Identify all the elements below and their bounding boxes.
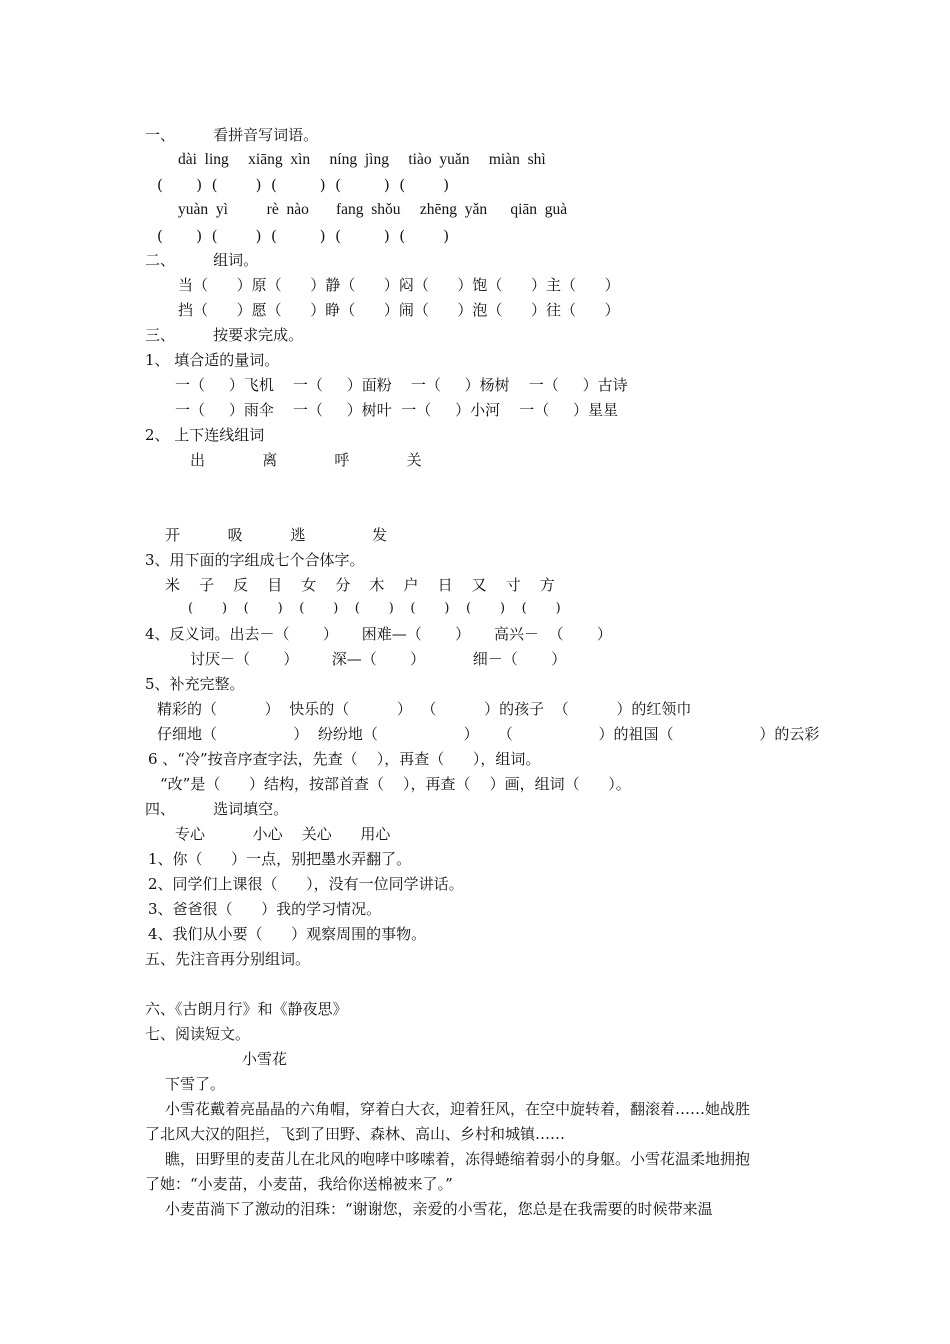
q1-title: 1、 填合适的量词。 xyxy=(145,351,280,369)
fill-sentence-2: 2、同学们上课很（ ），没有一位同学讲话。 xyxy=(148,875,464,893)
match-top-row: 出 离 呼 关 xyxy=(190,451,422,469)
q5-title: 5、补充完整。 xyxy=(145,675,245,693)
word-group-row-1: 当（ ）原（ ）静（ ）闷（ ）饱（ ）主（ ） xyxy=(178,276,620,294)
story-paragraph-3-line-1: 瞧，田野里的麦苗儿在北风的咆哮中哆嗦着，冻得蜷缩着弱小的身躯。小雪花温柔地拥抱 xyxy=(165,1150,751,1168)
section-3-title: 三、 按要求完成。 xyxy=(145,326,304,344)
story-paragraph-2-line-2: 了北风大汉的阻拦，飞到了田野、森林、高山、乡村和城镇…… xyxy=(145,1125,566,1143)
section-6-title: 六、《古朗月行》和《静夜思》 xyxy=(145,1000,348,1018)
fill-sentence-4: 4、我们从小要（ ）观察周围的事物。 xyxy=(148,925,427,943)
story-paragraph-4-line-1: 小麦苗淌下了激动的泪珠：“谢谢您，亲爱的小雪花，您总是在我需要的时候带来温 xyxy=(165,1200,713,1218)
story-paragraph-1: 下雪了。 xyxy=(165,1075,226,1093)
word-group-row-2: 挡（ ）愿（ ）睁（ ）闹（ ）泡（ ）往（ ） xyxy=(178,301,620,319)
section-2-title: 二、 组词。 xyxy=(145,251,259,269)
story-paragraph-2-line-1: 小雪花戴着亮晶晶的六角帽，穿着白大衣，迎着狂风，在空中旋转着，翻滚着……她战胜 xyxy=(165,1100,751,1118)
pinyin-row-1: dài ling xiāng xìn níng jìng tiào yuǎn miàn shì xyxy=(178,151,546,168)
complete-row-2: 仔细地（ ） 纷纷地（ ） （ ）的祖国（ ）的云彩 xyxy=(157,725,820,743)
q2-title: 2、 上下连线组词 xyxy=(145,426,265,444)
word-choices: 专心 小心 关心 用心 xyxy=(175,825,391,843)
compound-char-blanks: ( ) ( ) ( ) ( ) ( ) ( ) ( ) xyxy=(188,601,561,616)
dictionary-row-1: 6 、“冷”按音序查字法，先查（ ），再查（ ），组词。 xyxy=(148,750,541,768)
antonym-row-1: 4、反义词。出去－（ ） 困难—（ ） 高兴－ （ ） xyxy=(145,625,612,643)
antonym-row-2: 讨厌－（ ） 深—（ ） 细－（ ） xyxy=(190,650,567,668)
match-bottom-row: 开 吸 逃 发 xyxy=(165,526,388,544)
measure-word-row-1: 一（ ）飞机 一（ ）面粉 一（ ）杨树 一（ ）古诗 xyxy=(175,376,628,394)
fill-sentence-1: 1、你（ ）一点，别把墨水弄翻了。 xyxy=(148,850,412,868)
section-1-title: 一、 看拼音写词语。 xyxy=(145,126,319,144)
section-4-title: 四、 选词填空。 xyxy=(145,800,289,818)
section-5-title: 五、先注音再分别组词。 xyxy=(145,950,311,968)
section-7-title: 七、阅读短文。 xyxy=(145,1025,251,1043)
character-list: 米 子 反 目 女 分 木 户 日 又 寸 方 xyxy=(165,576,555,594)
story-title: 小雪花 xyxy=(242,1050,288,1068)
complete-row-1: 精彩的（ ） 快乐的（ ） （ ）的孩子 （ ）的红领巾 xyxy=(157,700,692,718)
story-paragraph-3-line-2: 了她：“小麦苗，小麦苗，我给你送棉被来了。” xyxy=(145,1175,453,1193)
answer-blanks-row-2: ( ) ( ) ( ) ( ) ( ) xyxy=(157,227,450,245)
q3-title: 3、用下面的字组成七个合体字。 xyxy=(145,551,365,569)
pinyin-row-2: yuàn yì rè nào fang shǒu zhēng yǎn qiān guà xyxy=(178,201,568,218)
fill-sentence-3: 3、爸爸很（ ）我的学习情况。 xyxy=(148,900,382,918)
answer-blanks-row-1: ( ) ( ) ( ) ( ) ( ) xyxy=(157,176,450,194)
dictionary-row-2: “改”是（ ）结构，按部首查（ ），再查（ ）画，组词（ ）。 xyxy=(160,775,631,793)
measure-word-row-2: 一（ ）雨伞 一（ ）树叶 一（ ）小河 一（ ）星星 xyxy=(175,401,619,419)
